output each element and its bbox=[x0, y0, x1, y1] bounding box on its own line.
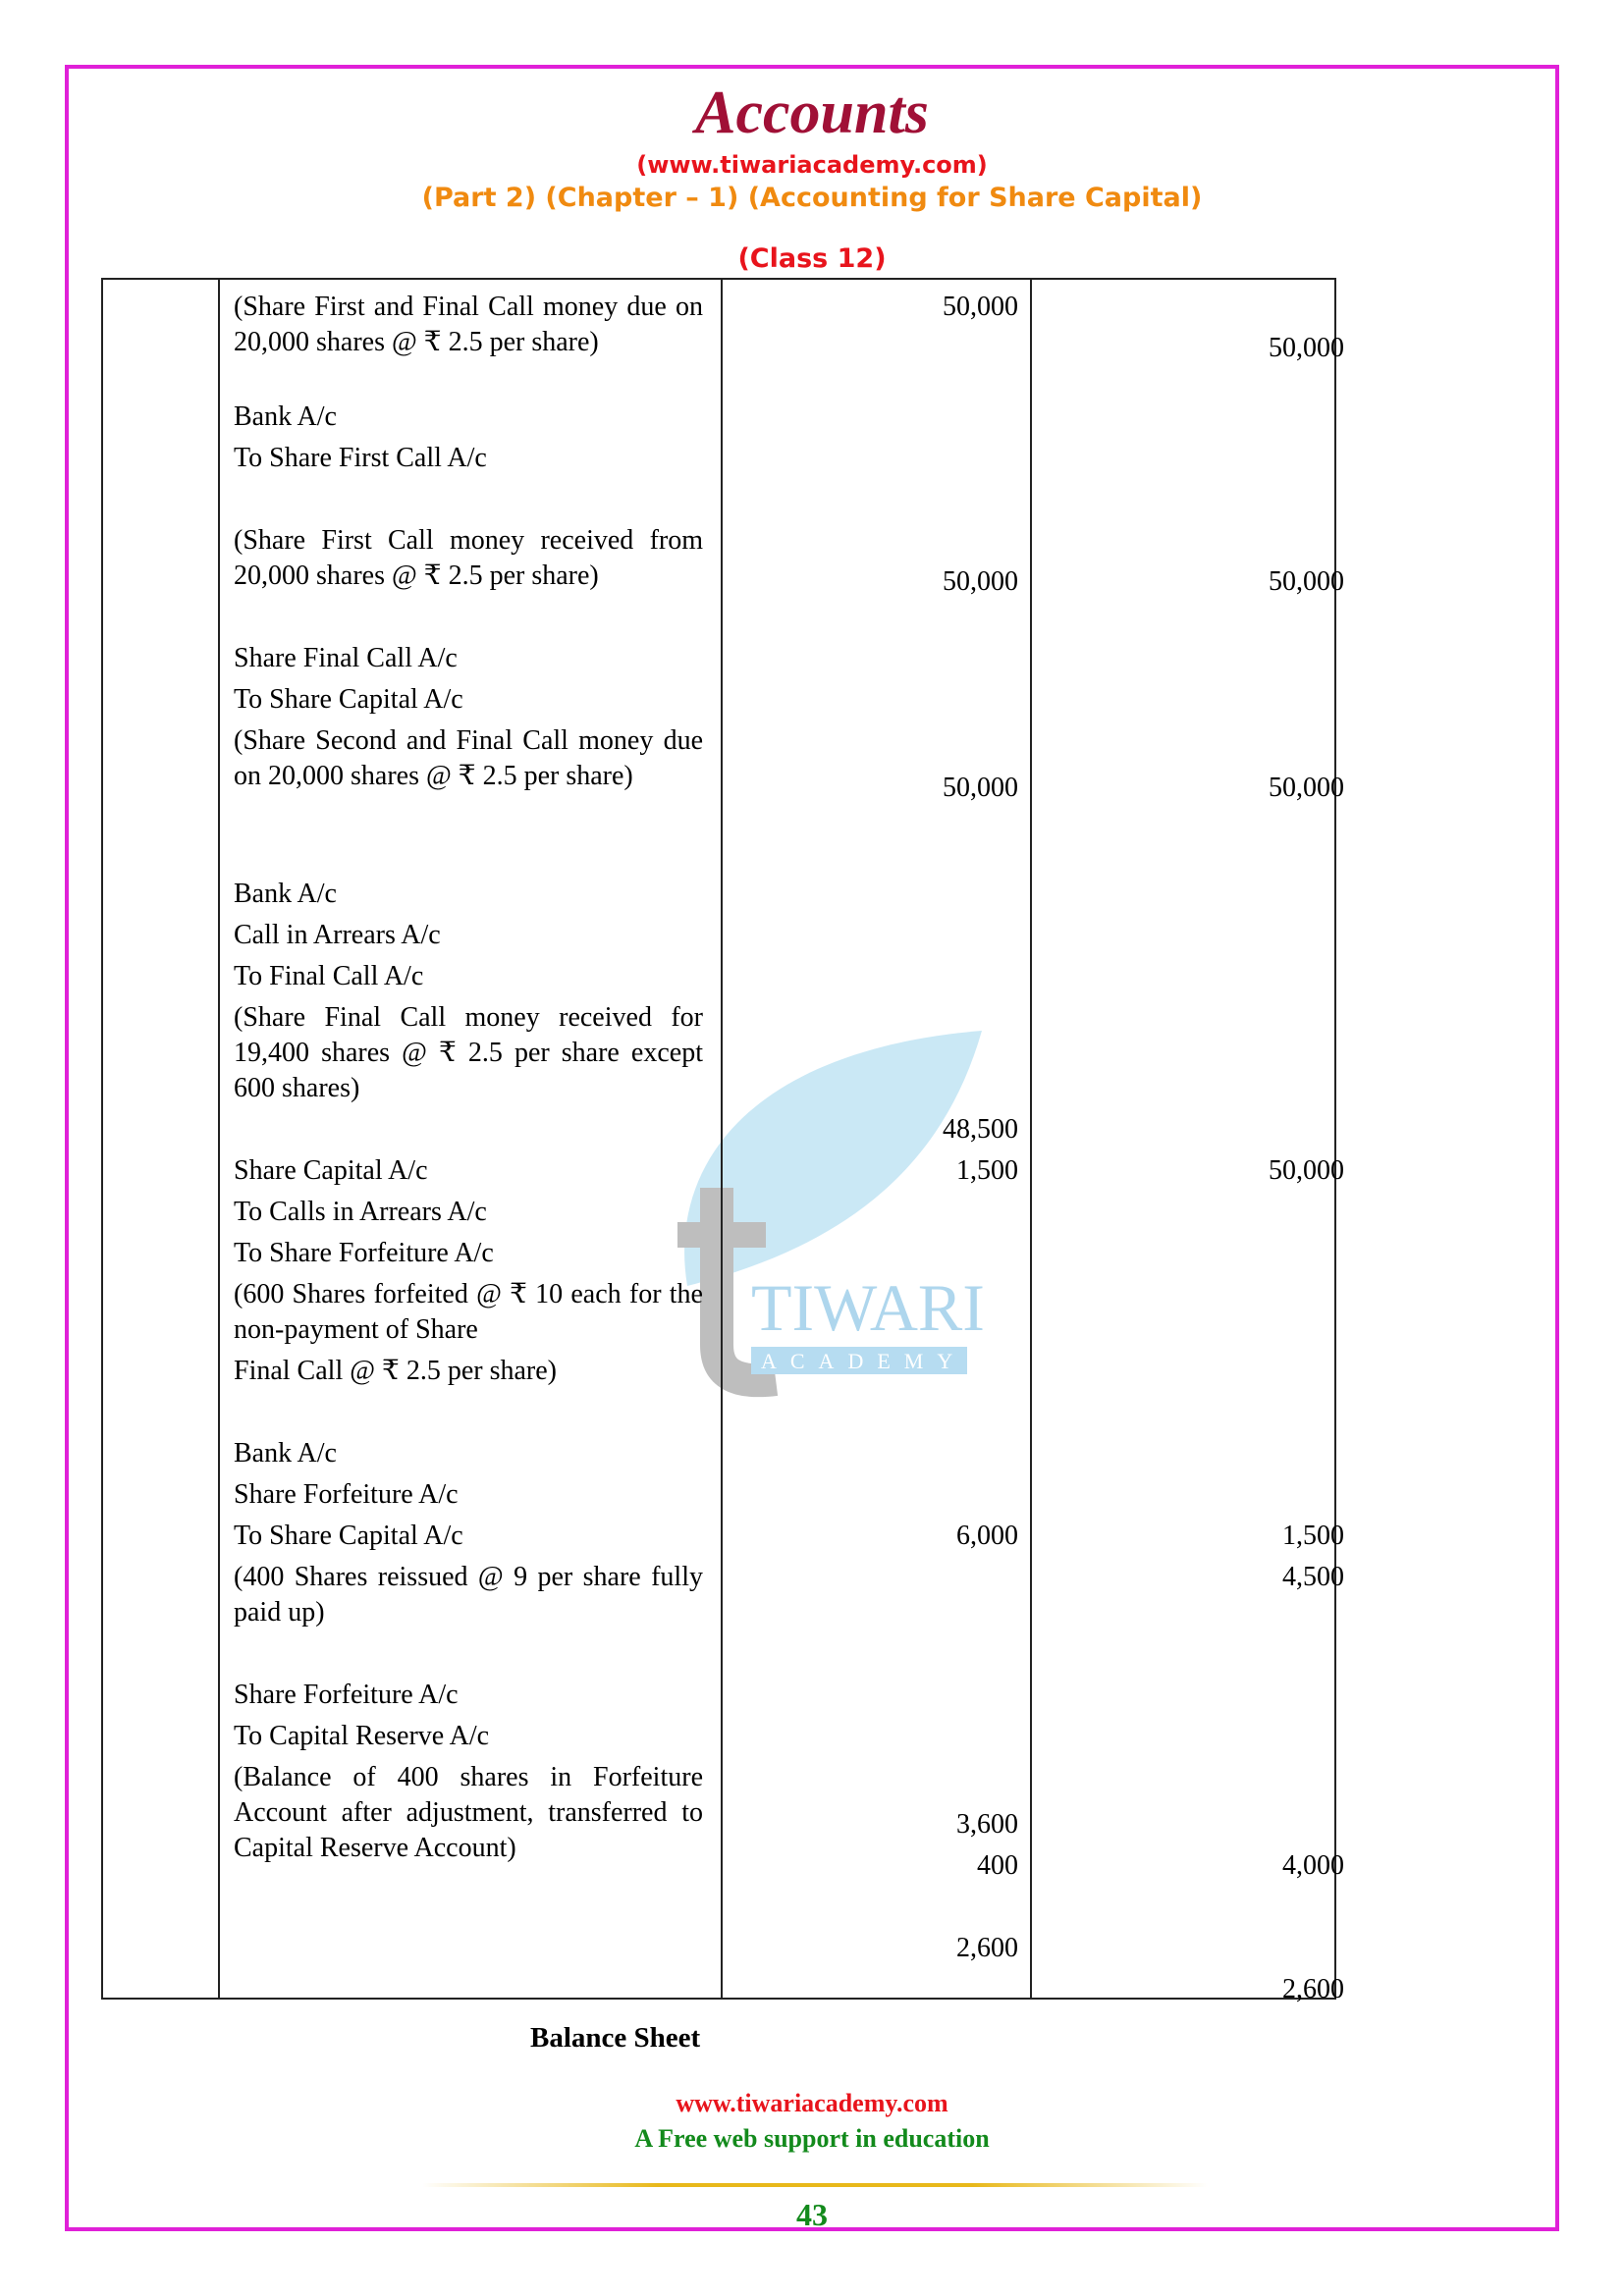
narration: (Share Second and Final Call money due on 20,000 shares @ ₹ 2.5 per share) bbox=[234, 725, 703, 791]
ledger-entry: To Share Capital A/c bbox=[234, 1521, 463, 1551]
credit-amount: 50,000 bbox=[1269, 773, 1344, 803]
footer-divider bbox=[422, 2183, 1208, 2187]
ledger-entry: To Share Capital A/c bbox=[234, 684, 463, 715]
debit-amount: 6,000 bbox=[956, 1521, 1018, 1551]
ledger-entry: Share Final Call A/c bbox=[234, 643, 458, 673]
footer-url[interactable]: www.tiwariacademy.com bbox=[676, 2089, 948, 2117]
credit-amount: 4,500 bbox=[1282, 1562, 1344, 1592]
journal-table bbox=[101, 278, 1344, 2004]
page-number: 43 bbox=[796, 2197, 828, 2232]
narration: (400 Shares reissued @ 9 per share fully paid up) bbox=[234, 1562, 703, 1628]
narration: (Share First and Final Call money due on 20,000 shares @ ₹ 2.5 per share) bbox=[234, 292, 703, 357]
credit-amount: 50,000 bbox=[1269, 1155, 1344, 1186]
debit-amount: 1,500 bbox=[956, 1155, 1018, 1186]
debit-amount: 50,000 bbox=[943, 566, 1018, 597]
ledger-entry: To Share Forfeiture A/c bbox=[234, 1238, 494, 1268]
debit-amount: 400 bbox=[977, 1850, 1018, 1881]
ledger-entry: Bank A/c bbox=[234, 1438, 337, 1468]
debit-amount: 50,000 bbox=[943, 292, 1018, 322]
col-divider-debit bbox=[1030, 280, 1032, 1998]
watermark-tagline: ACADEMY bbox=[761, 1349, 967, 1373]
chapter-subtitle: (Part 2) (Chapter – 1) (Accounting for Share Capital) bbox=[421, 183, 1203, 213]
ledger-entry: Share Forfeiture A/c bbox=[234, 1680, 459, 1710]
narration-continued: Final Call @ ₹ 2.5 per share) bbox=[234, 1356, 557, 1386]
class-label: (Class 12) bbox=[737, 243, 887, 274]
narration: (Share Final Call money received for 19,400 shares @ ₹ 2.5 per share except 600 shares) bbox=[234, 1002, 703, 1103]
ledger-entry: Call in Arrears A/c bbox=[234, 920, 441, 950]
debit-amount: 50,000 bbox=[943, 773, 1018, 803]
debit-amount: 48,500 bbox=[943, 1114, 1018, 1145]
ledger-entry: Bank A/c bbox=[234, 879, 337, 909]
narration: (Share First Call money received from 20,000 shares @ ₹ 2.5 per share) bbox=[234, 525, 703, 591]
ledger-entry: To Capital Reserve A/c bbox=[234, 1721, 490, 1751]
credit-amount: 50,000 bbox=[1269, 333, 1344, 363]
footer-tagline: A Free web support in education bbox=[634, 2124, 990, 2153]
credit-amount: 2,600 bbox=[1282, 1974, 1344, 2004]
col-divider-particulars bbox=[721, 280, 723, 1998]
credit-amount: 1,500 bbox=[1282, 1521, 1344, 1551]
header-url[interactable]: (www.tiwariacademy.com) bbox=[636, 151, 988, 179]
ledger-entry: To Final Call A/c bbox=[234, 961, 424, 991]
col-divider-date bbox=[218, 280, 220, 1998]
narration: (Balance of 400 shares in Forfeiture Account after adjustment, transferred to Capital Reserve Account) bbox=[234, 1762, 703, 1863]
credit-amount: 4,000 bbox=[1282, 1850, 1344, 1881]
debit-amount: 2,600 bbox=[956, 1933, 1018, 1963]
debit-amount: 3,600 bbox=[956, 1809, 1018, 1840]
ledger-entry: To Calls in Arrears A/c bbox=[234, 1197, 487, 1227]
ledger-entry: Share Capital A/c bbox=[234, 1155, 428, 1186]
ledger-entry: Bank A/c bbox=[234, 401, 337, 432]
page-title: Accounts bbox=[695, 80, 929, 146]
balance-sheet-heading: Balance Sheet bbox=[530, 2022, 701, 2054]
narration: (600 Shares forfeited @ ₹ 10 each for the non-payment of Share bbox=[234, 1279, 703, 1345]
watermark-brand: TIWARI bbox=[751, 1270, 985, 1345]
ledger-entry: Share Forfeiture A/c bbox=[234, 1479, 459, 1510]
ledger-entry: To Share First Call A/c bbox=[234, 443, 487, 473]
credit-amount: 50,000 bbox=[1269, 566, 1344, 597]
